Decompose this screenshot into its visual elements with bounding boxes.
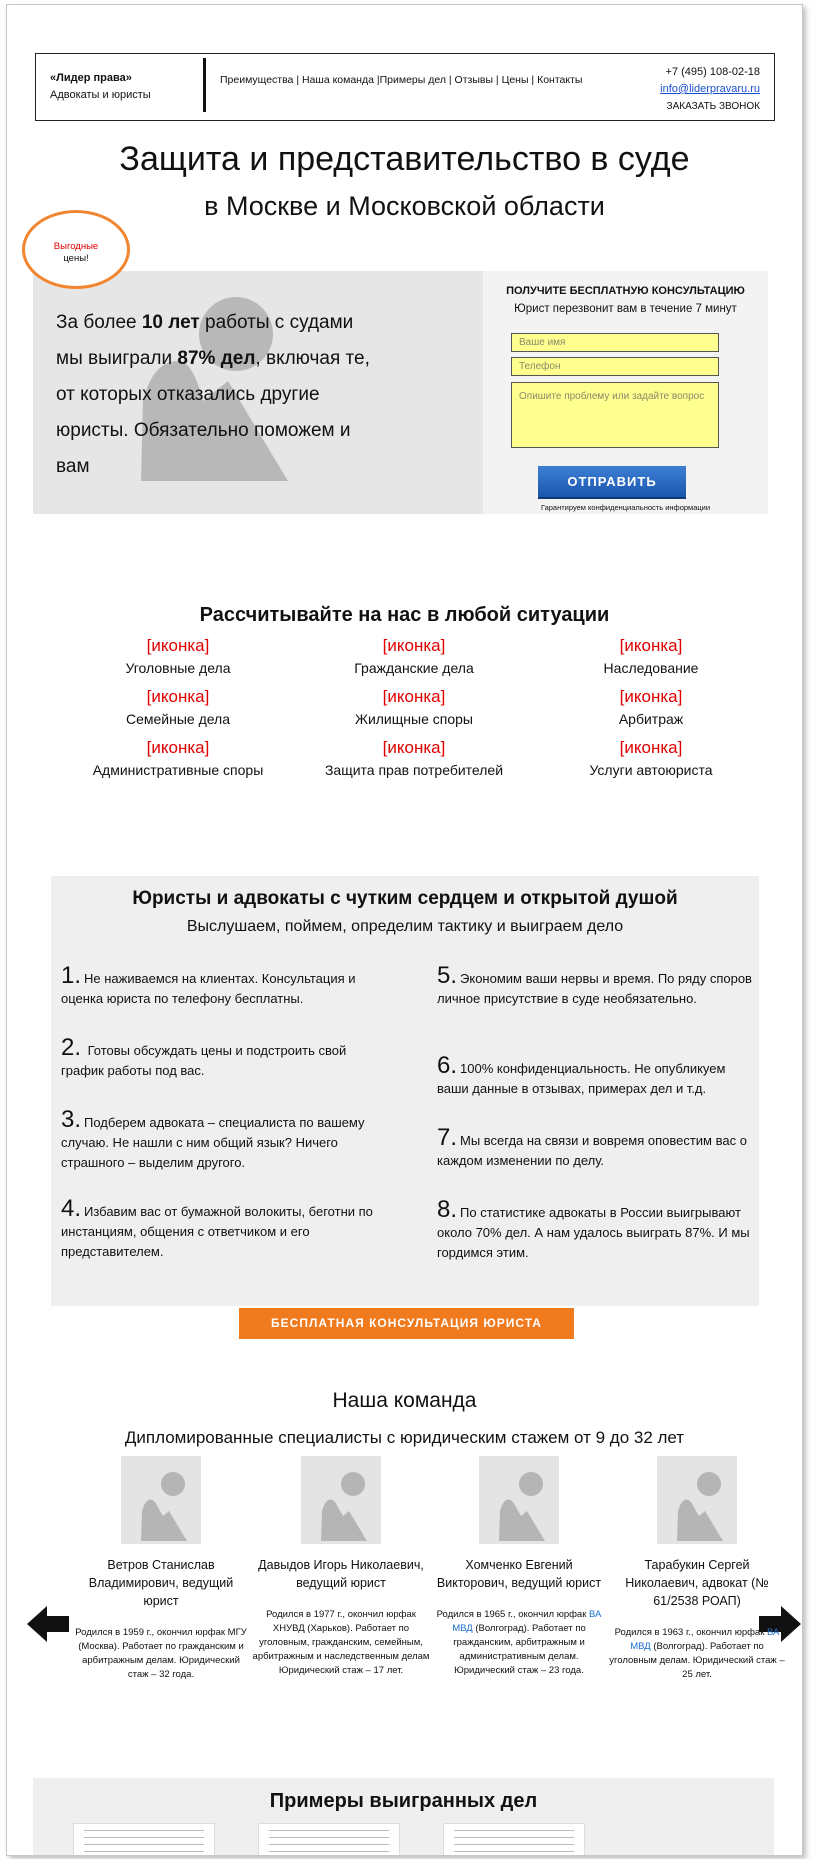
service-icon: [иконка] xyxy=(146,738,210,757)
benefit-item xyxy=(437,1198,759,1263)
service-item[interactable] xyxy=(63,686,293,730)
benefits-title: Юристы и адвокаты с чутким сердцем и открытой душой xyxy=(132,888,678,909)
photo-placeholder-icon xyxy=(121,1456,201,1544)
hero-text-percent: 87% дел xyxy=(177,348,256,369)
member-photo xyxy=(121,1456,201,1544)
service-item[interactable] xyxy=(299,737,529,781)
service-item[interactable] xyxy=(63,737,293,781)
case-document[interactable] xyxy=(443,1823,585,1856)
service-label: Семейные дела xyxy=(125,711,231,727)
service-label: Арбитраж xyxy=(618,711,684,727)
service-icon: [иконка] xyxy=(146,687,210,706)
nav-item-prices[interactable]: Цены xyxy=(501,74,529,86)
case-document[interactable] xyxy=(73,1823,215,1856)
benefit-number: 5. xyxy=(437,962,458,989)
member-bio xyxy=(71,1626,251,1682)
service-item[interactable] xyxy=(63,635,293,679)
benefit-item xyxy=(61,1197,383,1262)
service-label: Услуги автоюриста xyxy=(589,762,713,778)
hero-banner xyxy=(33,271,768,514)
benefit-item xyxy=(61,964,383,1009)
brand[interactable] xyxy=(50,70,151,104)
member-name: Ветров Станислав Владимирович, ведущий юрист xyxy=(88,1558,234,1608)
benefit-text: Не наживаемся на клиентах. Консультация и оценка юриста по телефону бесплатны. xyxy=(61,971,356,1006)
benefit-number: 2. xyxy=(61,1034,82,1061)
nav-item-reviews[interactable]: Отзывы xyxy=(454,74,493,86)
header-contacts xyxy=(660,64,760,115)
badge-line-2: цены! xyxy=(63,253,89,264)
nav-item-contacts[interactable]: Контакты xyxy=(537,74,583,86)
member-photo xyxy=(479,1456,559,1544)
service-icon: [иконка] xyxy=(619,687,683,706)
service-item[interactable] xyxy=(536,686,766,730)
name-input[interactable]: Ваше имя xyxy=(511,333,719,352)
service-label: Уголовные дела xyxy=(125,660,231,676)
privacy-note: Гарантируем конфиденциальность информации xyxy=(540,503,711,512)
free-consultation-button[interactable]: БЕСПЛАТНАЯ КОНСУЛЬТАЦИЯ ЮРИСТА xyxy=(239,1308,574,1339)
service-item[interactable] xyxy=(299,635,529,679)
service-icon: [иконка] xyxy=(382,636,446,655)
problem-textarea[interactable]: Опишите проблему или задайте вопрос xyxy=(511,382,719,448)
bio-text: (Волгоград). Работает по гражданским, арбитражным и административным делам. Юридический стаж – 23 года. xyxy=(453,1623,586,1676)
nav-item-advantages[interactable]: Преимущества xyxy=(220,74,294,86)
header-divider xyxy=(203,58,206,112)
submit-button[interactable]: ОТПРАВИТЬ xyxy=(538,466,686,499)
service-label: Административные споры xyxy=(92,762,264,778)
member-name: Хомченко Евгений Викторович, ведущий юрист xyxy=(436,1558,602,1590)
photo-placeholder-icon xyxy=(657,1456,737,1544)
hero-subtitle: в Москве и Московской области xyxy=(204,191,605,221)
consultation-form xyxy=(483,271,768,514)
member-bio xyxy=(607,1626,787,1682)
form-subtitle: Юрист перезвонит вам в течение 7 минут xyxy=(514,303,737,315)
benefit-number: 8. xyxy=(437,1196,458,1223)
service-item[interactable] xyxy=(299,686,529,730)
member-bio xyxy=(251,1608,431,1678)
benefits-subtitle: Выслушаем, поймем, определим тактику и выиграем дело xyxy=(186,918,624,935)
phone-number[interactable]: +7 (495) 108-02-18 xyxy=(665,66,760,78)
bio-text: Родился в 1963 г., окончил юрфак xyxy=(614,1627,768,1638)
nav-item-cases[interactable]: Примеры дел xyxy=(379,74,446,86)
brand-subtitle: Адвокаты и юристы xyxy=(50,89,151,101)
service-icon: [иконка] xyxy=(146,636,210,655)
service-item[interactable] xyxy=(536,635,766,679)
hero-text-years: 10 лет xyxy=(141,312,200,333)
team-member xyxy=(71,1456,251,1682)
member-bio xyxy=(429,1608,609,1678)
bio-text: Родился в 1977 г., окончил юрфак ХНУВД (Харьков). Работает по уголовным, гражданским, семейным, арбитражным и наследственным делам Юридический стаж – 17 лет. xyxy=(252,1609,430,1676)
benefits-section xyxy=(51,876,759,1306)
benefit-text: 100% конфиденциальность. Не опубликуем ваши данные в отзывах, примерах дел и т.д. xyxy=(437,1061,726,1096)
case-document[interactable] xyxy=(258,1823,400,1856)
benefit-number: 4. xyxy=(61,1195,82,1222)
bio-link[interactable]: ВА МВД xyxy=(452,1609,602,1634)
benefit-number: 6. xyxy=(437,1052,458,1079)
service-label: Гражданские дела xyxy=(354,660,474,676)
badge-line-1: Выгодные xyxy=(53,241,99,252)
service-label: Защита прав потребителей xyxy=(324,762,504,778)
landing-page xyxy=(6,4,803,1856)
team-member xyxy=(607,1456,787,1682)
service-icon: [иконка] xyxy=(619,738,683,757)
hero-text-part: За более xyxy=(56,312,142,333)
benefit-text: По статистике адвокаты в России выигрывают около 70% дел. А нам удалось выиграть 87%. И мы гордимся этим. xyxy=(437,1205,750,1260)
phone-input[interactable]: Телефон xyxy=(511,357,719,376)
service-label: Наследование xyxy=(603,660,699,676)
main-nav: Преимущества | Наша команда |Примеры дел | Отзывы | Цены | Контакты xyxy=(220,74,583,86)
services-title: Рассчитывайте на нас в любой ситуации xyxy=(199,604,610,626)
benefit-text: Готовы обсуждать цены и подстроить свой график работы под вас. xyxy=(61,1043,347,1078)
benefit-number: 3. xyxy=(61,1106,82,1133)
photo-placeholder-icon xyxy=(479,1456,559,1544)
cases-section xyxy=(33,1778,774,1856)
member-name: Тарабукин Сергей Николаевич, адвокат (№ 61/2538 РОАП) xyxy=(625,1558,769,1608)
bio-text: Родился в 1959 г., окончил юрфак МГУ (Москва). Работает по гражданским и арбитражным делам. Юридический стаж – 32 года. xyxy=(75,1627,247,1680)
benefit-text: Избавим вас от бумажной волокиты, беготни по инстанциям, общения с ответчиком и его представителем. xyxy=(61,1204,373,1259)
team-title: Наша команда xyxy=(332,1389,477,1412)
service-icon: [иконка] xyxy=(619,636,683,655)
benefit-number: 1. xyxy=(61,962,82,989)
benefit-item xyxy=(61,1108,383,1173)
hero-title: Защита и представительство в суде xyxy=(119,140,690,178)
benefit-item xyxy=(437,964,759,1009)
benefit-item xyxy=(437,1054,759,1099)
bio-link[interactable]: ВА МВД xyxy=(630,1627,780,1652)
team-member xyxy=(251,1456,431,1678)
service-icon: [иконка] xyxy=(382,738,446,757)
member-name: Давыдов Игорь Николаевич, ведущий юрист xyxy=(258,1558,424,1590)
prev-arrow-icon[interactable] xyxy=(27,1606,69,1642)
request-call-link[interactable]: ЗАКАЗАТЬ ЗВОНОК xyxy=(666,101,760,112)
photo-placeholder-icon xyxy=(301,1456,381,1544)
service-item[interactable] xyxy=(536,737,766,781)
site-header xyxy=(35,53,775,121)
team-subtitle: Дипломированные специалисты с юридическим стажем от 9 до 32 лет xyxy=(124,1428,685,1447)
member-photo xyxy=(301,1456,381,1544)
bio-text: (Волгоград). Работает по уголовным делам. Юридический стаж – 25 лет. xyxy=(609,1641,785,1680)
price-badge xyxy=(22,210,130,289)
hero-text-part: работы с судами мы выиграли xyxy=(56,312,354,369)
cases-title: Примеры выигранных дел xyxy=(269,1790,538,1812)
benefit-number: 7. xyxy=(437,1124,458,1151)
form-title: ПОЛУЧИТЕ БЕСПЛАТНУЮ КОНСУЛЬТАЦИЮ xyxy=(506,285,745,297)
hero-text xyxy=(56,305,376,485)
member-photo xyxy=(657,1456,737,1544)
benefit-item xyxy=(437,1126,759,1171)
benefit-text: Мы всегда на связи и вовремя оповестим вас о каждом изменении по делу. xyxy=(437,1133,747,1168)
service-label: Жилищные споры xyxy=(355,711,473,727)
team-member xyxy=(429,1456,609,1678)
brand-name: «Лидер права» xyxy=(50,72,132,84)
bio-text: Родился в 1965 г., окончил юрфак xyxy=(436,1609,590,1620)
benefit-item xyxy=(61,1036,383,1081)
hero-text-part: , включая те, от которых отказались другие юристы. Обязательно поможем и вам xyxy=(56,348,370,477)
service-icon: [иконка] xyxy=(382,687,446,706)
benefit-text: Подберем адвоката – специалиста по вашему случаю. Не нашли с ним общий язык? Ничего страшного – выделим другого. xyxy=(61,1115,365,1170)
email-link[interactable]: info@liderpravaru.ru xyxy=(660,83,760,95)
nav-item-team[interactable]: Наша команда xyxy=(301,74,374,86)
benefit-text: Экономим ваши нервы и время. По ряду споров личное присутствие в суде необязательно. xyxy=(437,971,752,1006)
